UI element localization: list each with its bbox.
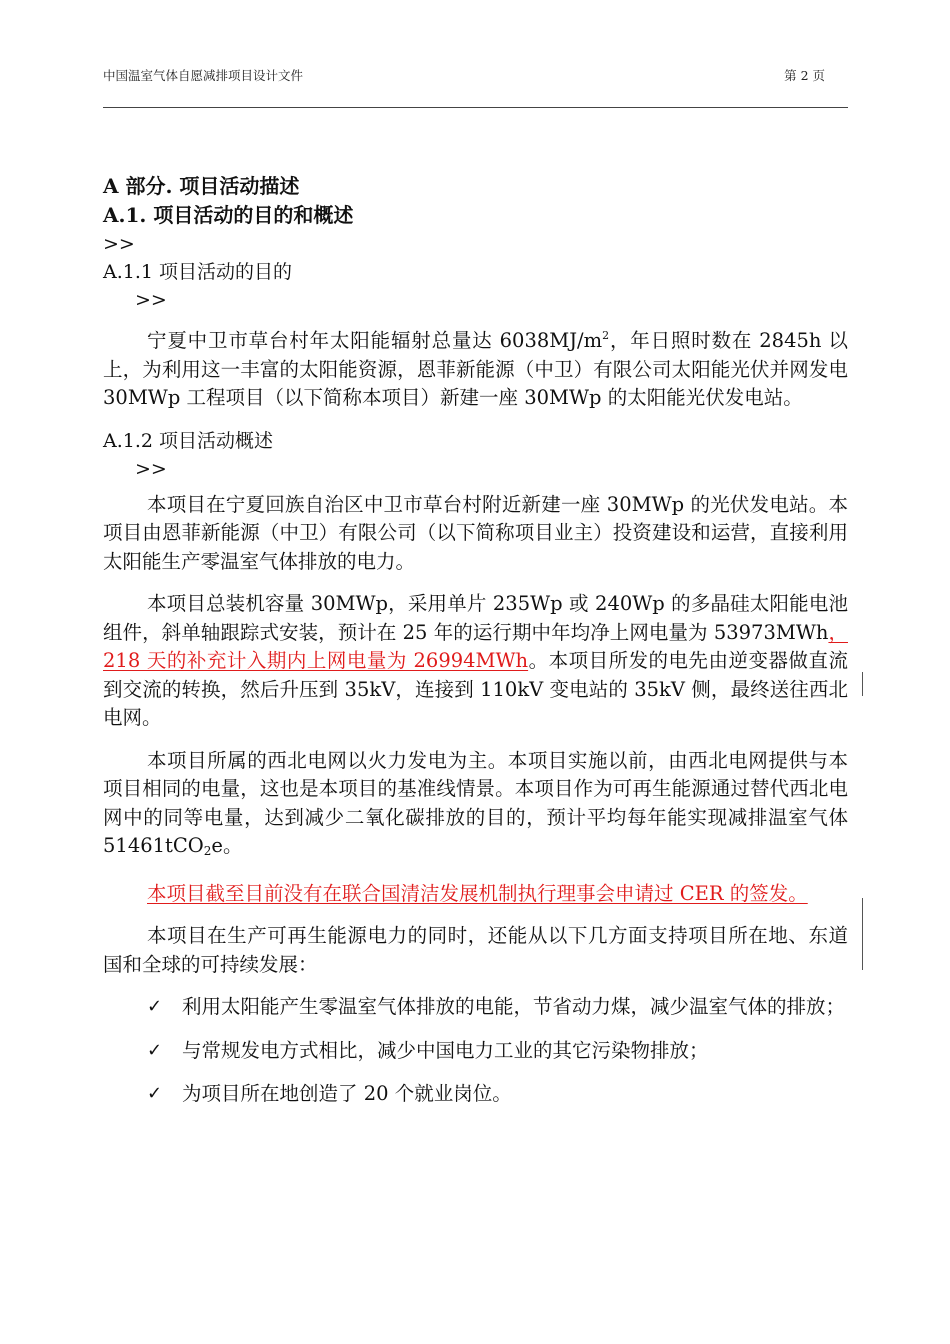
revision-bar [862,672,863,696]
list-item: ✓ 利用太阳能产生零温室气体排放的电能，节省动力煤，减少温室气体的排放； [103,993,848,1022]
paragraph-overview-2: 本项目总装机容量 30MWp，采用单片 235Wp 或 240Wp 的多晶硅太阳能电池组件，斜单轴跟踪式安装，预计在 25 年的运行期中年均净上网电量为 53973MWh，218 天的补充计入期内上网电量为 26994MWh。本项目所发的电先由逆变器做直流到交流的转换，然后升压到 35kV，连接到 110kV 变电站的 35kV 侧，最终送往西北电网。 [103,592,848,729]
check-icon: ✓ [147,1039,163,1061]
paragraph-overview-3: 本项目所属的西北电网以火力发电为主。本项目实施以前，由西北电网提供与本项目相同的电量，这也是本项目的基准线情景。本项目作为可再生能源通过替代西北电网中的同等电量，达到减少二氧化碳排放的目的，预计平均每年能实现减排温室气体 51461tCO$_2$e。 [103,748,848,858]
answer-marker: >> [135,289,167,311]
revision-bar [862,898,863,970]
page-header [103,66,847,86]
document-title: 中国温室气体自愿减排项目设计文件 [103,68,304,83]
check-icon: ✓ [147,1083,163,1104]
document-body [103,172,848,1124]
answer-marker: >> [135,457,167,480]
paragraph-overview-1: 本项目在宁夏回族自治区中卫市草台村附近新建一座 30MWp 的光伏发电站。本项目由恩菲新能源（中卫）有限公司（以下简称项目业主）投资建设和运营，直接利用太阳能生产零温室气体排放的电力。 [103,492,848,573]
check-icon: ✓ [147,996,163,1017]
paragraph-sustainability: 本项目在生产可再生能源电力的同时，还能从以下几方面支持项目所在地、东道国和全球的可持续发展： [103,924,848,976]
paragraph-revision-cer: 本项目截至目前没有在联合国清洁发展机制执行理事会申请过 CER 的签发。 [147,881,808,905]
benefit-list [103,993,848,1109]
section-heading-a1: A.1. 项目活动的目的和概述 [103,203,354,227]
page-number: 第 2 页 [784,68,825,83]
subscript: 2 [203,844,212,858]
subsection-heading-a12: A.1.2 项目活动概述 [103,429,274,452]
subsection-heading-a11: A.1.1 项目活动的目的 [103,261,293,283]
answer-marker: >> [103,233,135,255]
revision-inserted-text: ，218 天的补充计入期内上网电量为 26994MWh [103,620,848,672]
list-item: ✓ 与常规发电方式相比，减少中国电力工业的其它污染物排放； [103,1037,848,1066]
section-heading-a: A 部分. 项目活动描述 [103,174,300,198]
header-divider [103,107,848,108]
superscript: 2 [602,329,610,342]
paragraph-purpose: 宁夏中卫市草台村年太阳能辐射总量达 $6038MJ/m^2$，年日照时数在 2845h 以上，为利用这一丰富的太阳能资源，恩菲新能源（中卫）有限公司太阳能光伏并网发电 30MWp 工程项目（以下简称本项目）新建一座 30MWp 的太阳能光伏发电站。 [103,329,848,409]
list-item: ✓ 为项目所在地创造了 20 个就业岗位。 [103,1080,848,1109]
